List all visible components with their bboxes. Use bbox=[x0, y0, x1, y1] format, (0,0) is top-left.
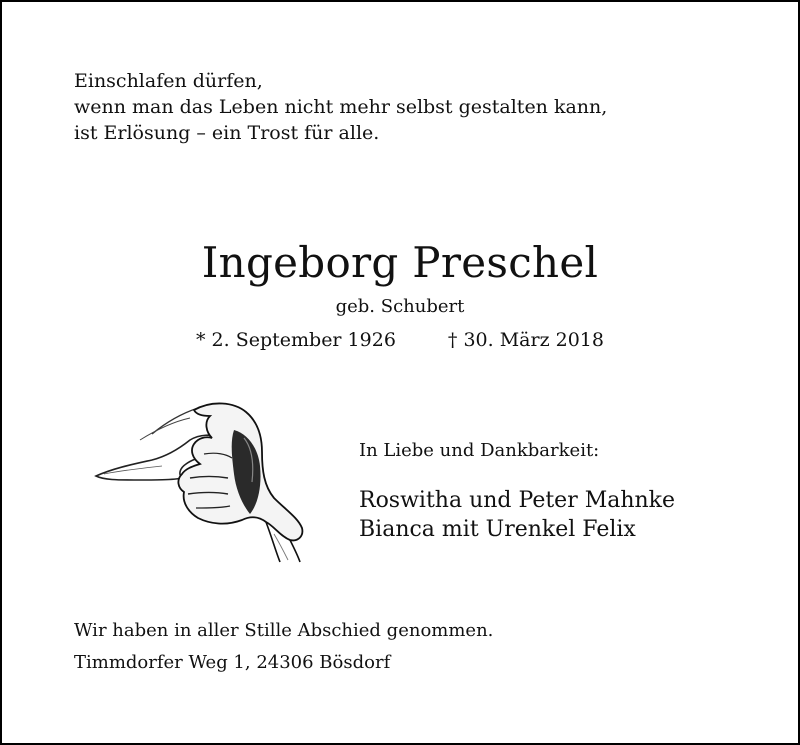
mourner-name: Bianca mit Urenkel Felix bbox=[359, 517, 636, 542]
poem-line: wenn man das Leben nicht mehr selbst gestalten kann, bbox=[74, 96, 608, 118]
poem bbox=[74, 68, 607, 146]
poem-line: ist Erlösung – ein Trost für alle. bbox=[74, 122, 380, 144]
life-dates bbox=[2, 329, 798, 351]
birth-date: * 2. September 1926 bbox=[196, 329, 396, 351]
mourner-name: Roswitha und Peter Mahnke bbox=[359, 488, 676, 513]
death-date: † 30. März 2018 bbox=[447, 329, 604, 351]
poem-line: Einschlafen dürfen, bbox=[74, 70, 263, 92]
address: Timmdorfer Weg 1, 24306 Bösdorf bbox=[74, 652, 391, 673]
mourners-list bbox=[359, 486, 675, 544]
holding-hands-icon bbox=[94, 394, 316, 564]
dedication: In Liebe und Dankbarkeit: bbox=[359, 440, 600, 461]
maiden-name: geb. Schubert bbox=[335, 296, 465, 317]
deceased-name: Ingeborg Preschel bbox=[201, 238, 599, 287]
farewell-note: Wir haben in aller Stille Abschied genommen. bbox=[74, 620, 494, 641]
